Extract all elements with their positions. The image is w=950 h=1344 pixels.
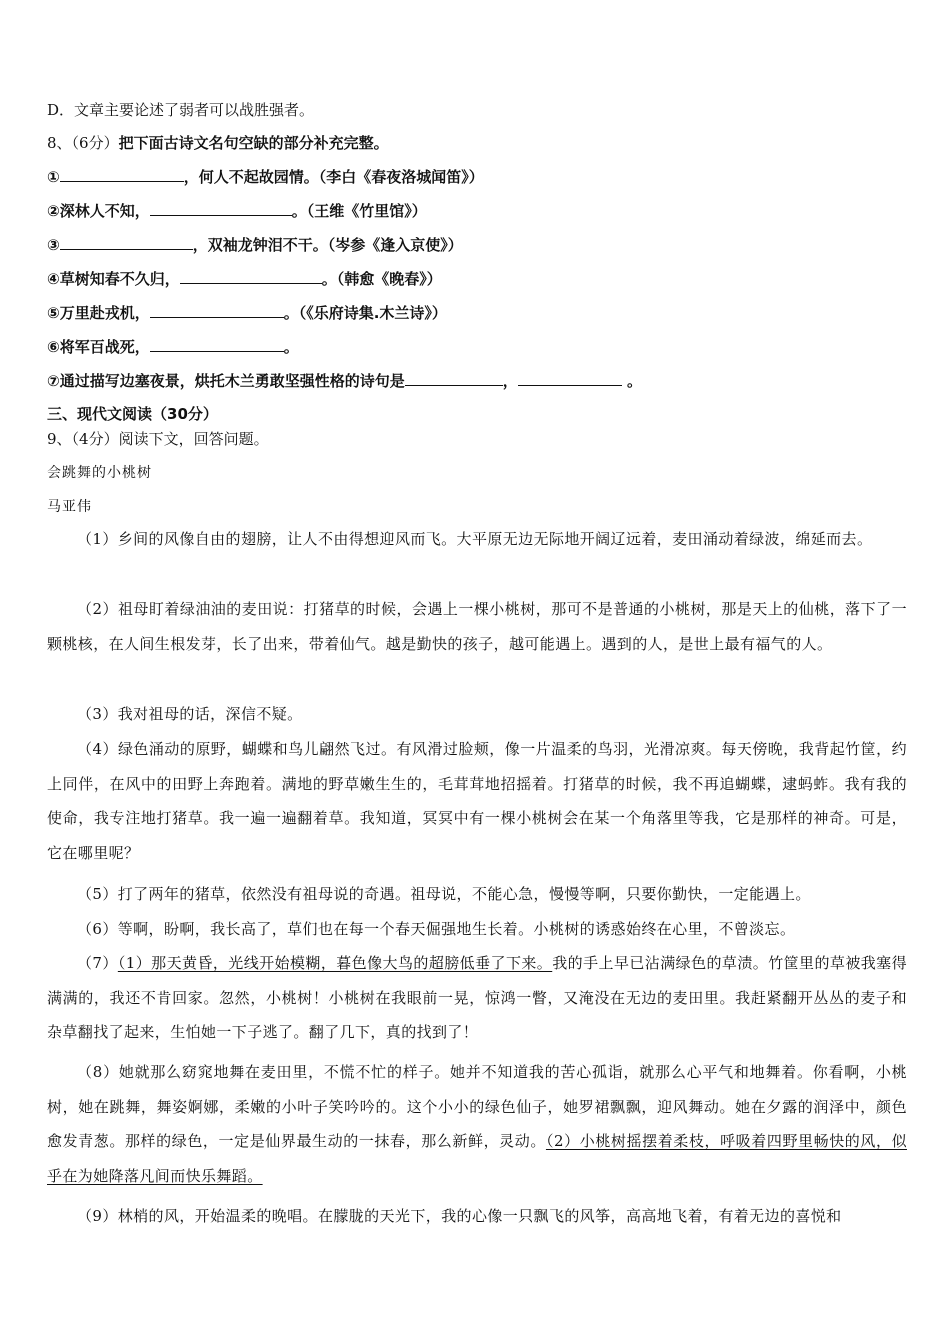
answer-blank[interactable] <box>60 166 184 182</box>
item-marker: ① <box>47 168 60 186</box>
item-text: 草树知春不久归， <box>59 270 180 288</box>
article-author: 马亚伟 <box>47 499 92 515</box>
q8-instruction: 把下面古诗文名句空缺的部分补充完整。 <box>118 134 389 152</box>
q8-item-4 <box>47 268 442 289</box>
answer-blank[interactable] <box>405 370 503 386</box>
item-marker: ⑦ <box>47 372 60 390</box>
q8-item-7 <box>47 370 642 391</box>
q7-option-d: D．文章主要论述了弱者可以战胜强者。 <box>47 101 315 119</box>
paragraph-4: （4）绿色涌动的原野，蝴蝶和鸟儿翩然飞过。有风滑过脸颊，像一片温柔的鸟羽，光滑凉爽。每天傍晚，我背起竹筐，约上同伴，在风中的田野上奔跑着。满地的野草嫩生生的，毛茸茸地招摇着。打猪草的时候，我不再追蝴蝶，逮蚂蚱。我有我的使命，我专注地打猪草。我一遍一遍翻着草。我知道，冥冥中有一棵小桃树会在某一个角落里等我，它是那样的神奇。可是，它在哪里呢？ <box>47 740 907 863</box>
item-text: 将军百战死， <box>59 338 150 356</box>
item-text: ，何人不起故园情。（李白《春夜洛城闻笛》） <box>183 168 484 186</box>
q9-score: （4分） <box>71 430 119 448</box>
answer-blank[interactable] <box>150 200 292 216</box>
q8-header <box>47 133 389 153</box>
paragraph-8 <box>47 1055 907 1194</box>
item-text: 。（王维《竹里馆》） <box>291 202 427 220</box>
q9-instruction: 阅读下文，回答问题。 <box>118 430 269 448</box>
paragraph-2: （2）祖母盯着绿油油的麦田说：打猪草的时候，会遇上一棵小桃树，那可不是普通的小桃树，那是天上的仙桃，落下了一颗桃核，在人间生根发芽，长了出来，带着仙气。越是勤快的孩子，越可能遇上。遇到的人，是世上最有福气的人。 <box>47 600 907 653</box>
item-marker: ⑥ <box>47 338 60 356</box>
q8-item-6 <box>47 336 299 357</box>
paragraph-label: （7） <box>77 954 118 972</box>
q8-number: 8、 <box>47 134 72 152</box>
item-marker: ⑤ <box>47 304 60 322</box>
q8-item-2 <box>47 200 427 221</box>
answer-blank[interactable] <box>180 268 322 284</box>
paragraph-6: （6）等啊，盼啊，我长高了，草们也在每一个春天倔强地生长着。小桃树的诱惑始终在心里，不曾淡忘。 <box>77 920 796 938</box>
paragraph-9: （9）林梢的风，开始温柔的晚唱。在朦胧的天光下，我的心像一只飘飞的风筝，高高地飞着，有着无边的喜悦和 <box>77 1207 842 1225</box>
item-text: 万里赴戎机， <box>59 304 150 322</box>
paragraph-5: （5）打了两年的猪草，依然没有祖母说的奇遇。祖母说，不能心急，慢慢等啊，只要你勤快，一定能遇上。 <box>77 885 811 903</box>
underlined-sentence-2: （2）小桃树摇摆着柔枝，呼吸着四野里畅快的风，似乎在为她降落凡间而快乐舞蹈。 <box>47 1132 907 1186</box>
paragraph-text: 我的手上早已沾满绿色的草渍。竹筐里的草被我塞得满满的，我还不肯回家。忽然，小桃树！小桃树在我眼前一晃，惊鸿一瞥，又淹没在无边的麦田里。我赶紧翻开丛丛的麦子和杂草翻找了起来，生怕她一下子逃了。翻了几下，真的找到了！ <box>47 954 908 1042</box>
q8-item-3 <box>47 234 463 255</box>
item-marker: ④ <box>47 270 60 288</box>
item-text: ，双袖龙钟泪不干。（岑参《逢入京使》） <box>192 236 463 254</box>
item-text: 。 <box>283 338 299 356</box>
q8-score: （6分） <box>71 134 119 152</box>
answer-blank[interactable] <box>60 234 193 250</box>
q9-header <box>47 429 269 449</box>
item-text: 。（《乐府诗集.木兰诗》） <box>283 304 447 322</box>
answer-blank[interactable] <box>150 302 284 318</box>
item-text: ， <box>502 372 518 390</box>
paragraph-3: （3）我对祖母的话，深信不疑。 <box>77 705 303 723</box>
q9-number: 9、 <box>47 430 72 448</box>
section3-heading: 三、现代文阅读（30分） <box>47 405 218 423</box>
answer-blank[interactable] <box>518 370 622 386</box>
paragraph-text: （8）她就那么窈窕地舞在麦田里，不慌不忙的样子。她并不知道我的苦心孤诣，就那么心平气和地舞着。你看啊，小桃树，她在跳舞，舞姿婀娜，柔嫩的小叶子笑吟吟的。这个小小的绿色仙子，她罗裙飘飘，迎风舞动。她在夕露的润泽中，颜色愈发青葱。那样的绿色，一定是仙界最生动的一抹春，那么新鲜，灵动。 <box>47 1063 907 1151</box>
article-title: 会跳舞的小桃树 <box>47 465 152 481</box>
item-text: 深林人不知， <box>59 202 150 220</box>
item-text: 。（韩愈《晚春》） <box>321 270 442 288</box>
item-text: 。 <box>621 372 642 390</box>
item-marker: ② <box>47 202 60 220</box>
paragraph-7 <box>47 946 907 1050</box>
underlined-sentence-1: （1）那天黄昏，光线开始模糊，暮色像大鸟的超膀低垂了下来。 <box>117 954 553 972</box>
paragraph-1: （1）乡间的风像自由的翅膀，让人不由得想迎风而飞。大平原无边无际地开阔辽远着，麦田涌动着绿波，绵延而去。 <box>77 530 873 548</box>
q8-item-1 <box>47 166 484 187</box>
answer-blank[interactable] <box>150 336 284 352</box>
q8-item-5 <box>47 302 447 323</box>
item-marker: ③ <box>47 236 60 254</box>
item-text: 通过描写边塞夜景，烘托木兰勇敢坚强性格的诗句是 <box>59 372 405 390</box>
